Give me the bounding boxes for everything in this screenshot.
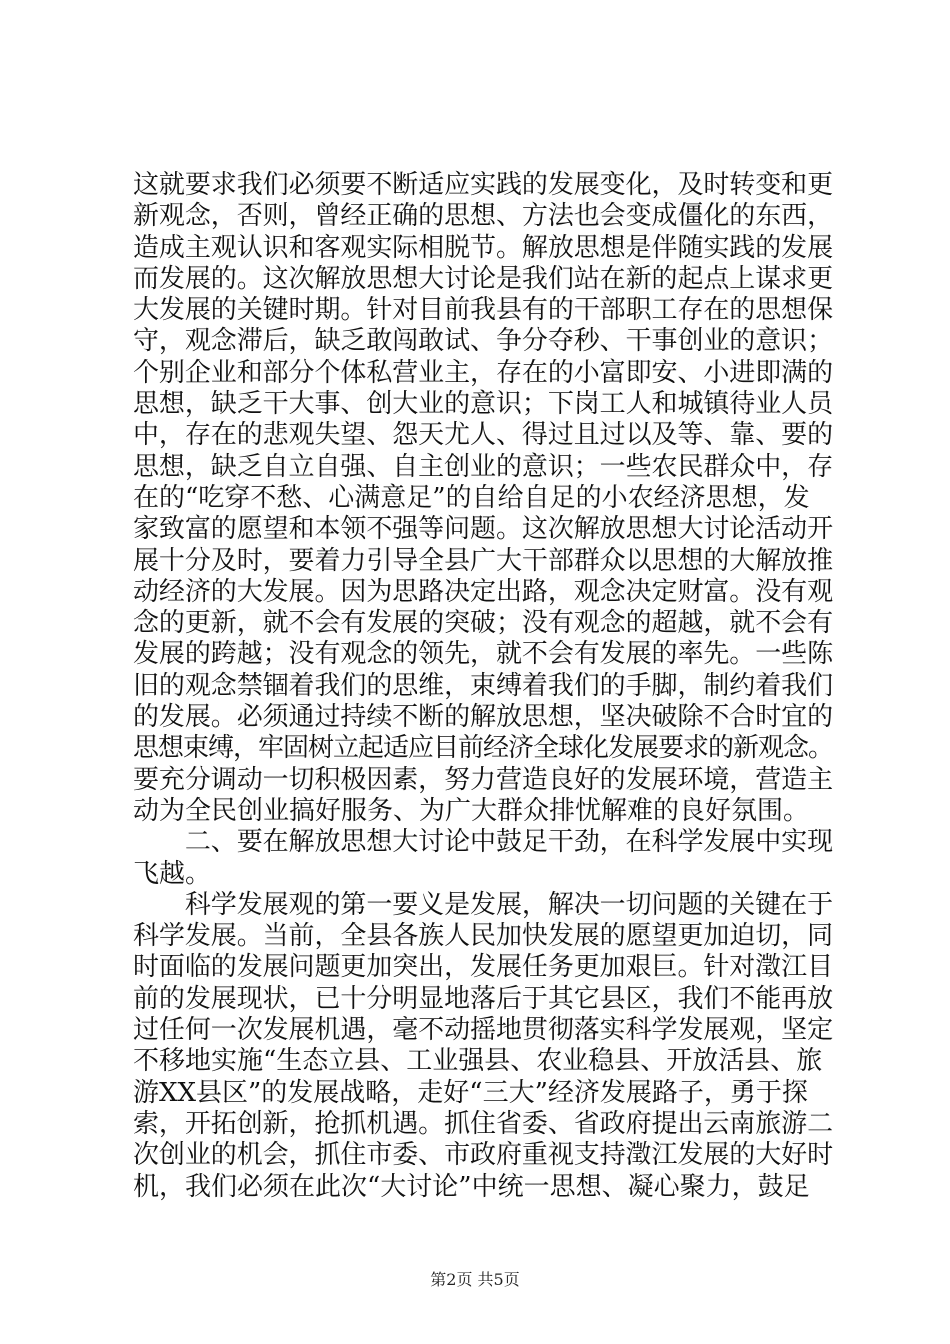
text-line: 飞越。 (133, 858, 212, 889)
text-line: 时面临的发展问题更加突出，发展任务更加艰巨。针对澂江目 (133, 952, 834, 983)
text-line: 机，我们必须在此次“大讨论”中统一思想、凝心聚力，鼓足 (133, 1171, 810, 1202)
text-line: 中，存在的悲观失望、怨天尤人、得过且过以及等、靠、要的 (133, 420, 834, 451)
text-line: 在的“吃穿不愁、心满意足”的自给自足的小农经济思想，发 (133, 482, 810, 513)
text-line: 动经济的大发展。因为思路决定出路，观念决定财富。没有观 (133, 576, 834, 607)
body-text (133, 170, 833, 1203)
text-line: 个别企业和部分个体私营业主，存在的小富即安、小进即满的 (133, 357, 834, 388)
text-line: 而发展的。这次解放思想大讨论是我们站在新的起点上谋求更 (133, 263, 834, 294)
page-number-footer: 第2页 共5页 (430, 1270, 520, 1289)
text-line: 次创业的机会，抓住市委、市政府重视支持澂江发展的大好时 (133, 1140, 834, 1171)
text-line: 二、要在解放思想大讨论中鼓足干劲，在科学发展中实现 (133, 827, 834, 858)
text-line: 发展的跨越；没有观念的领先，就不会有发展的率先。一些陈 (133, 639, 834, 670)
text-line: 念的更新，就不会有发展的突破；没有观念的超越，就不会有 (133, 608, 834, 639)
text-line: 索，开拓创新，抢抓机遇。抓住省委、省政府提出云南旅游二 (133, 1108, 834, 1139)
text-line: 思想束缚，牢固树立起适应目前经济全球化发展要求的新观念。 (133, 733, 834, 764)
text-line: 思想，缺乏干大事、创大业的意识；下岗工人和城镇待业人员 (133, 389, 834, 420)
text-line: 新观念，否则，曾经正确的思想、方法也会变成僵化的东西， (133, 201, 834, 232)
text-line: 的发展。必须通过持续不断的解放思想，坚决破除不合时宜的 (133, 702, 834, 733)
text-line: 不移地实施“生态立县、工业强县、农业稳县、开放活县、旅 (133, 1046, 823, 1077)
text-line: 科学发展观的第一要义是发展，解决一切问题的关键在于 (133, 889, 834, 920)
text-line: 这就要求我们必须要不断适应实践的发展变化，及时转变和更 (133, 170, 834, 200)
text-line: 思想，缺乏自立自强、自主创业的意识；一些农民群众中，存 (133, 451, 834, 482)
text-line: 游XX县区”的发展战略，走好“三大”经济发展路子，勇于探 (133, 1077, 808, 1108)
text-line: 大发展的关键时期。针对目前我县有的干部职工存在的思想保 (133, 295, 834, 326)
text-line: 前的发展现状，已十分明显地落后于其它县区，我们不能再放 (133, 983, 834, 1014)
text-line: 造成主观认识和客观实际相脱节。解放思想是伴随实践的发展 (133, 232, 834, 263)
text-line: 旧的观念禁锢着我们的思维，束缚着我们的手脚，制约着我们 (133, 670, 834, 701)
text-line: 展十分及时，要着力引导全县广大干部群众以思想的大解放推 (133, 545, 834, 576)
text-line: 家致富的愿望和本领不强等问题。这次解放思想大讨论活动开 (133, 514, 834, 545)
text-line: 要充分调动一切积极因素，努力营造良好的发展环境，营造主 (133, 764, 834, 795)
text-line: 科学发展。当前，全县各族人民加快发展的愿望更加迫切，同 (133, 921, 834, 952)
text-line: 过任何一次发展机遇，毫不动摇地贯彻落实科学发展观，坚定 (133, 1015, 834, 1046)
text-line: 动为全民创业搞好服务、为广大群众排忧解难的良好氛围。 (133, 795, 810, 826)
text-line: 守，观念滞后，缺乏敢闯敢试、争分夺秒、干事创业的意识； (133, 326, 834, 357)
